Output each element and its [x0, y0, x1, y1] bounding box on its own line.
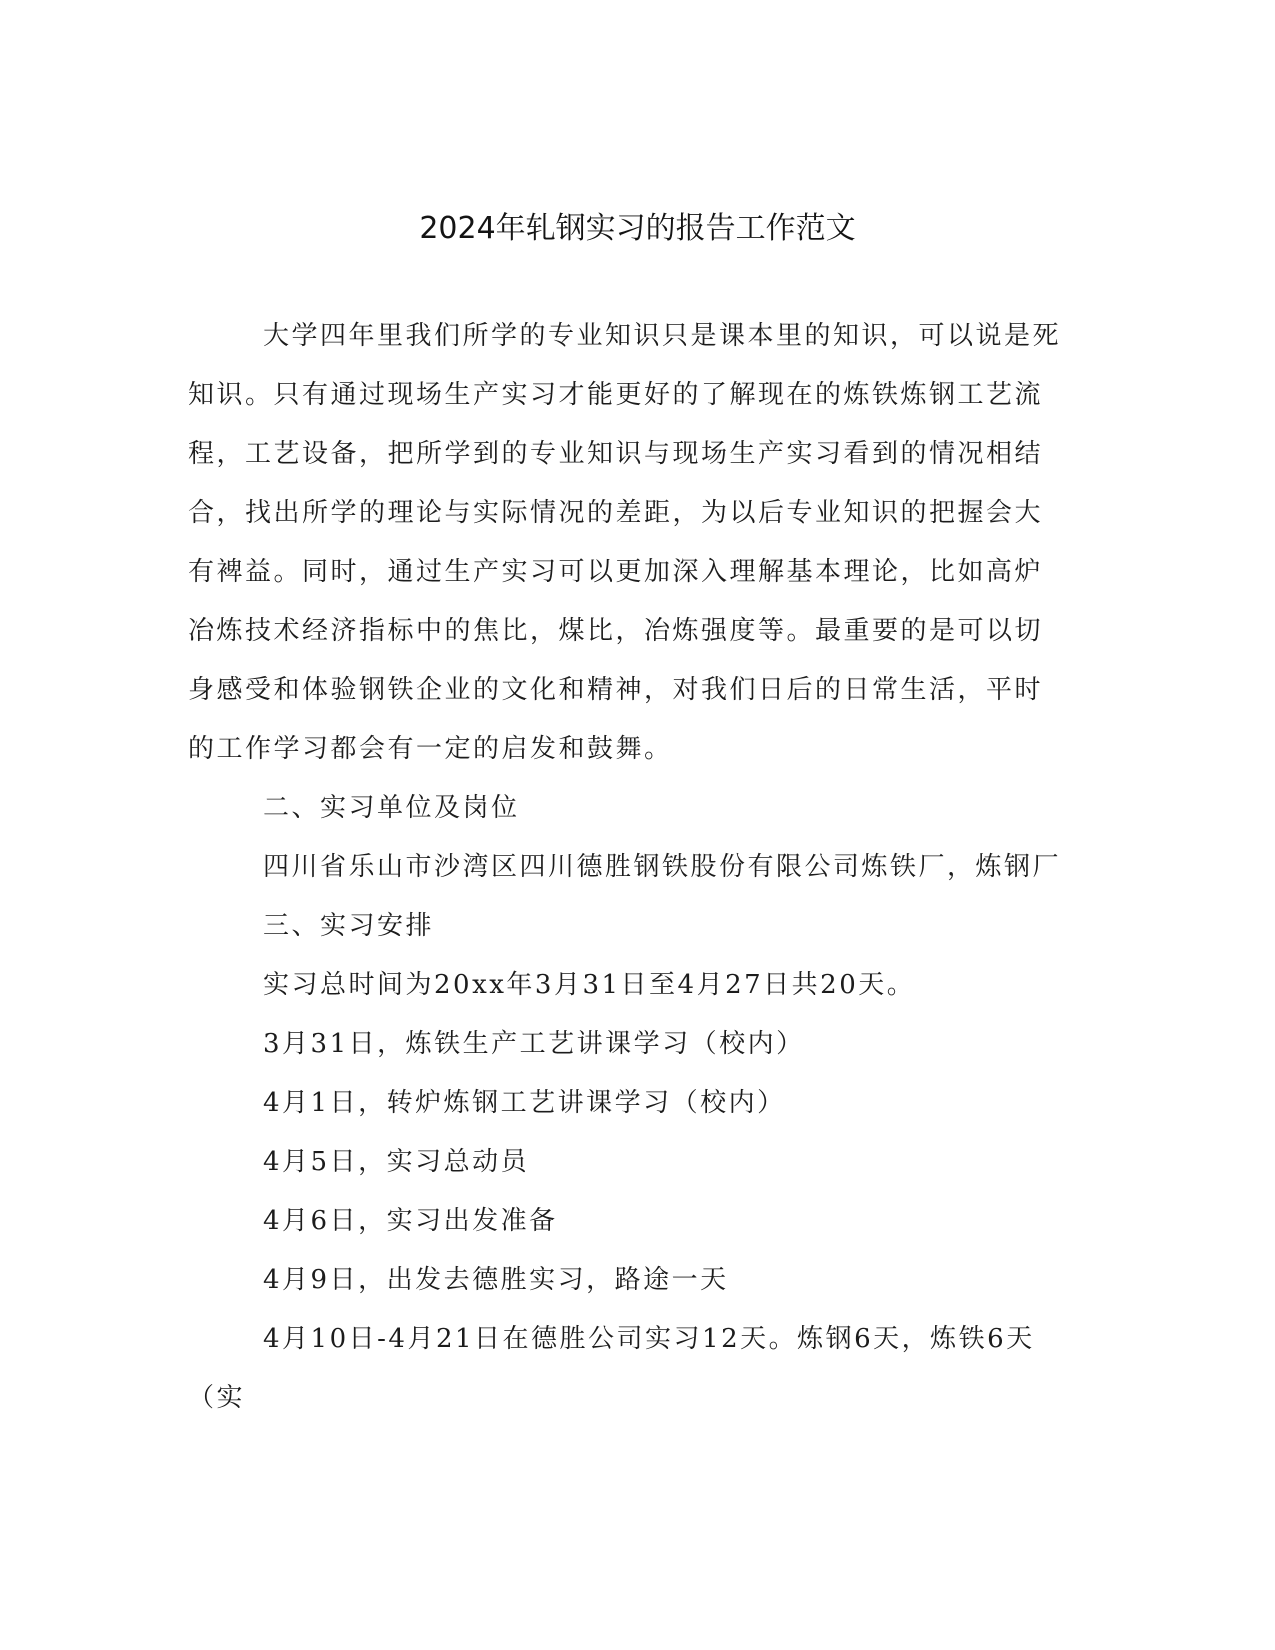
- intro-line-6: 冶炼技术经济指标中的焦比，煤比，冶炼强度等。最重要的是可以切: [188, 616, 1044, 646]
- schedule-item-3: 4月1日，转炉炼钢工艺讲课学习（校内）: [263, 1088, 786, 1118]
- intro-line-7: 身感受和体验钢铁企业的文化和精神，对我们日后的日常生活，平时: [188, 675, 1044, 705]
- section2-heading: 二、实习单位及岗位: [263, 793, 520, 823]
- section2-body: 四川省乐山市沙湾区四川德胜钢铁股份有限公司炼铁厂，炼钢厂: [263, 852, 1062, 882]
- intro-line-2: 知识。只有通过现场生产实习才能更好的了解现在的炼铁炼钢工艺流: [188, 380, 1044, 410]
- schedule-item-5: 4月6日，实习出发准备: [263, 1206, 558, 1236]
- intro-line-3: 程，工艺设备，把所学到的专业知识与现场生产实习看到的情况相结: [188, 439, 1044, 469]
- schedule-item-4: 4月5日，实习总动员: [263, 1147, 530, 1177]
- trailing-line: （实: [188, 1383, 246, 1413]
- section3-heading: 三、实习安排: [263, 911, 435, 941]
- schedule-item-7: 4月10日-4月21日在德胜公司实习12天。炼钢6天，炼铁6天: [263, 1324, 1035, 1354]
- intro-line-5: 有裨益。同时，通过生产实习可以更加深入理解基本理论，比如高炉: [188, 557, 1044, 587]
- intro-line-4: 合，找出所学的理论与实际情况的差距，为以后专业知识的把握会大: [188, 498, 1044, 528]
- schedule-item-2: 3月31日，炼铁生产工艺讲课学习（校内）: [263, 1029, 805, 1059]
- schedule-item-6: 4月9日，出发去德胜实习，路途一天: [263, 1265, 729, 1295]
- document-title: 2024年轧钢实习的报告工作范文: [419, 211, 856, 246]
- intro-line-8: 的工作学习都会有一定的启发和鼓舞。: [188, 734, 673, 764]
- intro-line-1: 大学四年里我们所学的专业知识只是课本里的知识，可以说是死: [263, 321, 1062, 351]
- schedule-item-1: 实习总时间为20xx年3月31日至4月27日共20天。: [263, 970, 916, 1000]
